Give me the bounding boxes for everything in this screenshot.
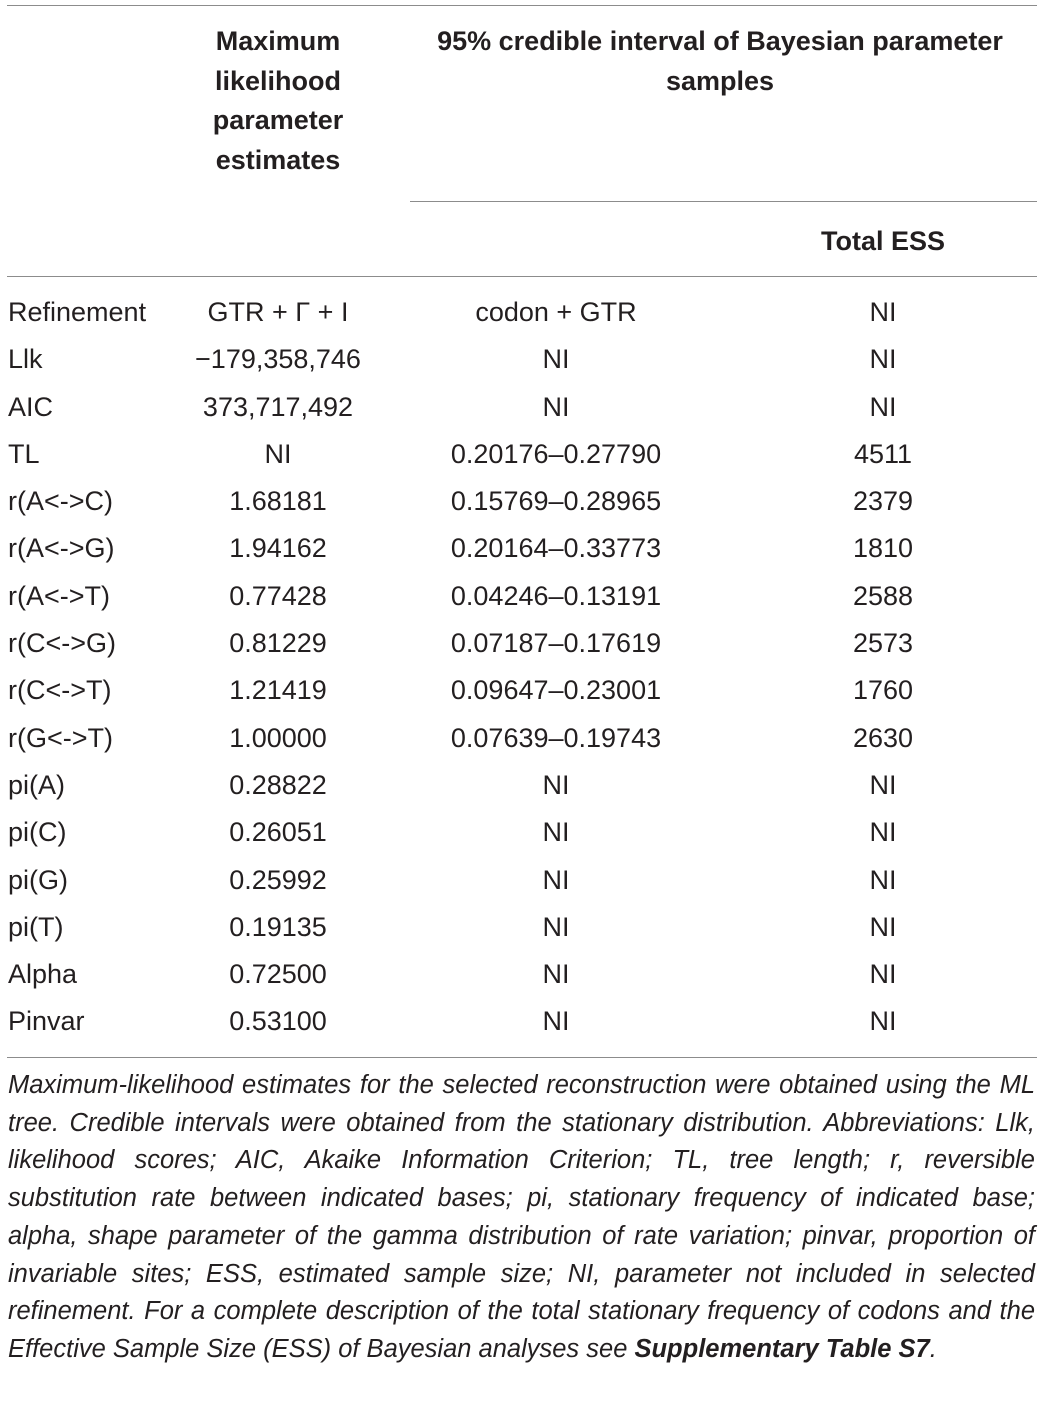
table-row: [0, 289, 1045, 336]
ml-estimate-cell: 0.77428: [229, 580, 327, 611]
table-row: [0, 478, 1045, 525]
ess-cell: NI: [869, 817, 897, 848]
footnote-text: Maximum-likelihood estimates for the selected reconstruction were obtained using the ML tree. Credible intervals were obtained from the stationary distribution. Abbreviations: Llk, likelihood scores; AIC, Akaike Information Criterion; TL, tree length; r, reversible substitution rate between indicated bases; pi, stationary frequency of indicated base; alpha, shape parameter of the gamma distribution of rate variation; pinvar, proportion of invariable sites; ESS, estimated sample size; NI, parameter not included in selected refinement. For a complete description of the total stationary frequency of codons and the Effective Sample Size (ESS) of Bayesian analyses see: [8, 1071, 1035, 1363]
header-total-ess: Total ESS: [820, 226, 946, 256]
table-row: [0, 762, 1045, 809]
ml-estimate-cell: 0.26051: [229, 817, 327, 848]
credible-interval-cell: NI: [542, 817, 570, 848]
footnote-end: .: [929, 1334, 937, 1363]
ess-cell: NI: [869, 344, 897, 375]
header-ml-estimates: Maximum likelihood parameter estimates: [212, 26, 344, 175]
ess-cell: 2573: [852, 628, 914, 659]
ess-cell: 2630: [852, 722, 914, 753]
credible-interval-cell: codon + GTR: [475, 297, 637, 327]
credible-interval-cell: NI: [542, 344, 570, 375]
table-row: [0, 998, 1045, 1045]
header-sub-rule: [410, 201, 1037, 202]
ess-cell: NI: [869, 911, 897, 942]
ess-cell: 2588: [852, 580, 914, 611]
ess-cell: NI: [869, 864, 897, 895]
ess-cell: NI: [869, 1006, 897, 1037]
table-row: [0, 857, 1045, 904]
param-cell: pi(C): [8, 817, 67, 848]
param-cell: r(A<->T): [8, 580, 111, 611]
table-row: [0, 904, 1045, 951]
header-bayesian-interval: 95% credible interval of Bayesian parameter samples: [437, 26, 1003, 96]
credible-interval-cell: 0.04246–0.13191: [450, 580, 662, 611]
ml-estimate-cell: 0.25992: [229, 864, 327, 895]
credible-interval-cell: 0.07639–0.19743: [450, 722, 662, 753]
param-cell: r(G<->T): [8, 722, 113, 753]
ml-estimate-cell: 0.28822: [229, 769, 327, 800]
param-cell: Refinement: [8, 297, 147, 327]
table-top-rule: [7, 5, 1037, 6]
ml-estimate-cell: NI: [264, 438, 292, 469]
credible-interval-cell: NI: [542, 959, 570, 990]
param-cell: Alpha: [8, 959, 78, 990]
credible-interval-cell: NI: [542, 391, 570, 422]
ml-estimate-cell: −179,358,746: [195, 344, 361, 375]
ess-cell: 4511: [853, 438, 913, 469]
ess-cell: NI: [869, 391, 897, 422]
ml-estimate-cell: 1.68181: [229, 486, 327, 517]
param-cell: r(A<->C): [8, 486, 114, 517]
ml-estimate-cell: 1.00000: [229, 722, 327, 753]
credible-interval-cell: NI: [542, 769, 570, 800]
ml-estimate-cell: 373,717,492: [202, 391, 354, 422]
param-cell: pi(G): [8, 864, 68, 895]
table-row: [0, 715, 1045, 762]
ml-estimate-cell: 0.19135: [229, 911, 327, 942]
ess-cell: NI: [869, 769, 897, 800]
ess-cell: NI: [869, 297, 897, 327]
ess-cell: 1810: [852, 533, 914, 564]
table-row: [0, 384, 1045, 431]
ml-estimate-cell: 0.81229: [229, 628, 327, 659]
param-cell: r(C<->G): [8, 628, 116, 659]
credible-interval-cell: NI: [542, 864, 570, 895]
param-cell: pi(T): [8, 911, 64, 942]
header-bottom-rule: [7, 276, 1037, 277]
param-cell: r(A<->G): [8, 533, 115, 564]
credible-interval-cell: NI: [542, 1006, 570, 1037]
table-row: [0, 809, 1045, 856]
credible-interval-cell: 0.20176–0.27790: [450, 438, 662, 469]
param-cell: AIC: [8, 391, 54, 422]
table-footnote: [8, 1067, 1035, 1369]
param-cell: TL: [8, 438, 40, 469]
ml-estimate-cell: 0.53100: [229, 1006, 327, 1037]
ess-cell: 2379: [852, 486, 914, 517]
supplementary-table-link[interactable]: Supplementary Table S7: [634, 1334, 930, 1363]
ess-cell: 1760: [852, 675, 914, 706]
param-cell: pi(A): [8, 769, 66, 800]
param-cell: r(C<->T): [8, 675, 112, 706]
param-cell: Llk: [8, 344, 43, 375]
table-body: [0, 289, 1045, 1046]
ml-estimate-cell: GTR + Γ + I: [207, 297, 349, 327]
credible-interval-cell: NI: [542, 911, 570, 942]
table-row: [0, 667, 1045, 714]
credible-interval-cell: 0.09647–0.23001: [450, 675, 662, 706]
table-row: [0, 620, 1045, 667]
credible-interval-cell: 0.20164–0.33773: [450, 533, 662, 564]
table-row: [0, 525, 1045, 572]
ml-estimate-cell: 0.72500: [229, 959, 327, 990]
table-bottom-rule: [7, 1057, 1037, 1058]
ml-estimate-cell: 1.21419: [229, 675, 327, 706]
credible-interval-cell: 0.07187–0.17619: [450, 628, 662, 659]
param-cell: Pinvar: [8, 1006, 85, 1037]
table-row: [0, 951, 1045, 998]
ml-estimate-cell: 1.94162: [229, 533, 327, 564]
credible-interval-cell: 0.15769–0.28965: [450, 486, 662, 517]
table-row: [0, 431, 1045, 478]
table-row: [0, 336, 1045, 383]
ess-cell: NI: [869, 959, 897, 990]
table-row: [0, 573, 1045, 620]
